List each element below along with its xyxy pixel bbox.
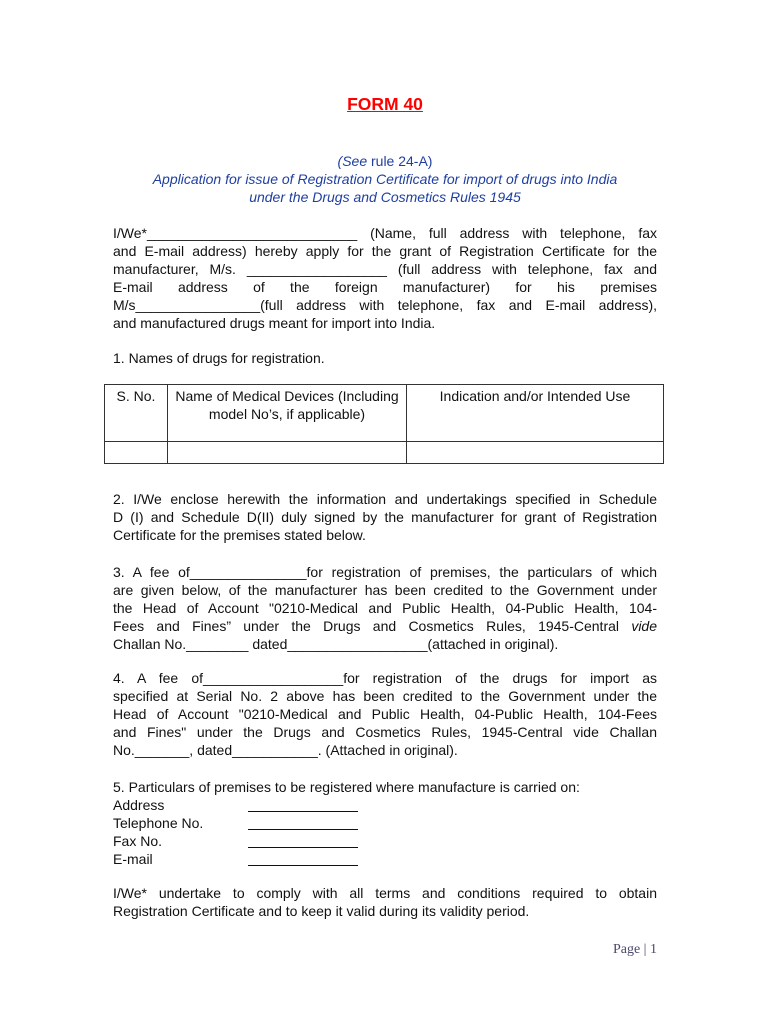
section-2-line: D (I) and Schedule D(II) duly signed by the manufacturer for grant of Registration [113, 509, 657, 525]
section-2-line: Certificate for the premises stated below. [113, 527, 366, 543]
section-5 [113, 778, 657, 868]
premises-field-row [113, 850, 657, 868]
page-number: Page | 1 [612, 942, 657, 957]
table-cell[interactable] [168, 442, 407, 464]
table-cell[interactable] [407, 442, 664, 464]
section-4-line: Head of Account "0210-Medical and Public Health, 04-Public Health, 104-Fees [113, 706, 657, 722]
intro-line: E-mail address of the foreign manufacturer) for his premises [113, 279, 657, 295]
col-header-indication: Indication and/or Intended Use [407, 385, 664, 442]
col-header-device-name: Name of Medical Devices (Including model No’s, if applicable) [168, 385, 407, 442]
intro-line: M/s________________(full address with telephone, fax and E-mail address), [113, 297, 657, 313]
form-title: FORM 40 [347, 94, 423, 114]
premises-fax-blank[interactable] [248, 832, 358, 848]
premises-email-blank[interactable] [248, 850, 358, 866]
section-3-paragraph [113, 563, 657, 653]
section-3-line-text: Fees and Fines” under the Drugs and Cosmetics Rules, 1945-Central [113, 618, 632, 634]
section-4-line: specified at Serial No. 2 above has been credited to the Government under the [113, 688, 657, 704]
undertaking-line: Registration Certificate and to keep it valid during its validity period. [113, 903, 530, 919]
intro-line: and E-mail address) hereby apply for the grant of Registration Certificate for the [113, 243, 657, 259]
subtitle-rule-line [110, 152, 660, 170]
section-1-heading: 1. Names of drugs for registration. [113, 350, 325, 366]
intro-paragraph [113, 224, 657, 332]
premises-field-row [113, 796, 657, 814]
section-3-vide: vide [631, 618, 657, 634]
form-subtitle [110, 152, 660, 206]
premises-field-label: Telephone No. [113, 815, 204, 831]
section-4-paragraph [113, 669, 657, 759]
subtitle-see: (See [337, 153, 368, 169]
premises-address-blank[interactable] [248, 796, 358, 812]
premises-field-label: Fax No. [113, 833, 163, 849]
undertaking-paragraph [113, 884, 657, 920]
premises-field-row [113, 832, 657, 850]
subtitle-application: Application for issue of Registration Certificate for import of drugs into India [152, 171, 618, 187]
section-4-line: and Fines" under the Drugs and Cosmetics Rules, 1945-Central vide Challan [113, 724, 657, 740]
drugs-table [104, 384, 664, 464]
premises-field-label: Address [113, 797, 165, 813]
section-3-line: are given below, of the manufacturer has been credited to the Government under [113, 582, 657, 598]
section-4-line: No._______, dated___________. (Attached in original). [113, 742, 458, 758]
section-5-heading: 5. Particulars of premises to be registered where manufacture is carried on: [113, 779, 580, 795]
section-2-paragraph [113, 490, 657, 544]
subtitle-rules: under the Drugs and Cosmetics Rules 1945 [249, 189, 521, 205]
undertaking-line: I/We* undertake to comply with all terms and conditions required to obtain [113, 885, 657, 901]
section-3-line: 3. A fee of_______________for registration of premises, the particulars of which [113, 564, 657, 580]
section-4-line: 4. A fee of__________________for registration of the drugs for import as [113, 670, 657, 686]
drugs-table-header-row [105, 385, 664, 442]
premises-telephone-blank[interactable] [248, 814, 358, 830]
intro-line: and manufactured drugs meant for import into India. [113, 315, 436, 331]
intro-line: manufacturer, M/s. __________________ (full address with telephone, fax and [113, 261, 657, 277]
section-3-line: the Head of Account "0210-Medical and Public Health, 04-Public Health, 104- [113, 600, 657, 616]
section-3-line [113, 617, 657, 635]
section-3-line: Challan No.________ dated__________________(attached in original). [113, 636, 559, 652]
section-2-line: 2. I/We enclose herewith the information and undertakings specified in Schedule [113, 491, 657, 507]
intro-line: I/We*___________________________ (Name, full address with telephone, fax [113, 225, 657, 241]
premises-field-row [113, 814, 657, 832]
premises-field-label: E-mail [113, 851, 153, 867]
table-cell[interactable] [105, 442, 168, 464]
col-header-sno: S. No. [105, 385, 168, 442]
drugs-table-row [105, 442, 664, 464]
subtitle-rule: rule 24-A) [367, 153, 433, 169]
